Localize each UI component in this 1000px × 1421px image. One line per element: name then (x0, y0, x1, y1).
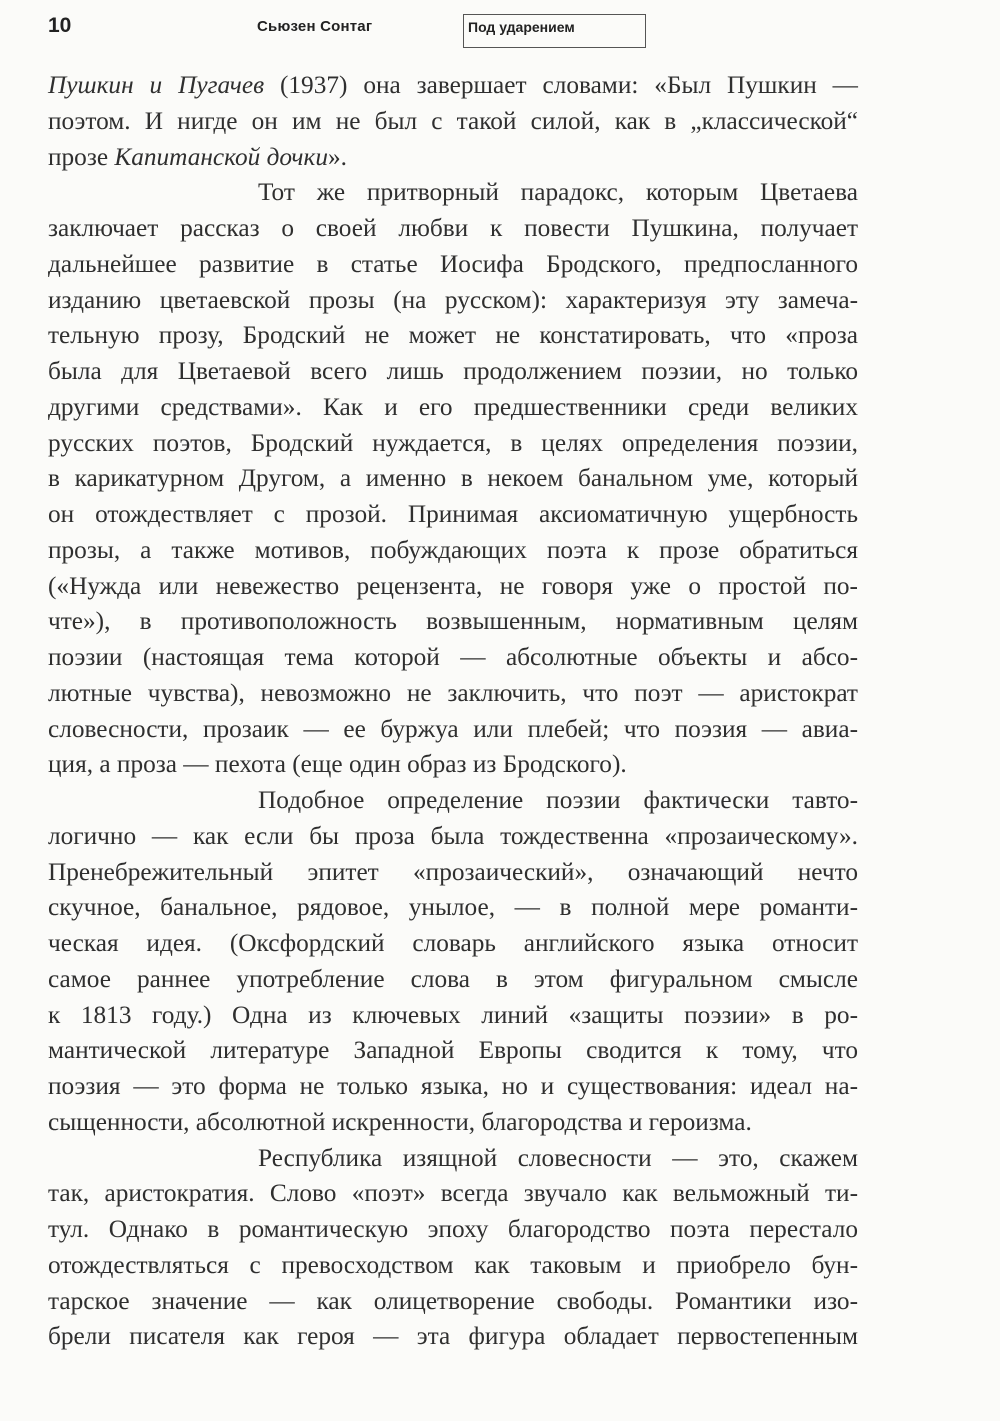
text-run: тарское значение — как олицетворение свободы. Романтики изо- (48, 1286, 858, 1315)
text-line (48, 783, 858, 819)
running-head (48, 12, 948, 52)
running-head-section-box (463, 14, 646, 48)
text-run: мантической литературе Западной Европы сводится к тому, что (48, 1036, 858, 1065)
text-run: самое раннее употребление слова в этом фигуральном смысле (48, 964, 858, 993)
text-line (48, 140, 858, 176)
text-line (48, 855, 858, 891)
text-run: дальнейшее развитие в статье Иосифа Бродского, предпосланного (48, 249, 858, 278)
text-run: ция, а проза — пехота (еще один образ из Бродского). (48, 750, 627, 779)
text-line (48, 712, 858, 748)
text-line (48, 1176, 858, 1212)
text-line (48, 318, 858, 354)
text-run: так, аристократия. Слово «поэт» всегда звучало как вельможный ти- (48, 1179, 858, 1208)
text-line (48, 962, 858, 998)
text-run: другими средствами». Как и его предшественники среди великих (48, 392, 858, 421)
text-line (48, 1319, 858, 1355)
text-run: он отождествляет с прозой. Принимая аксиоматичную ущербность (48, 500, 858, 528)
text-line (48, 497, 858, 533)
text-line (48, 1212, 858, 1248)
text-run: русских поэтов, Бродский нуждается, в целях определения поэзии, (48, 428, 858, 457)
text-run: Подобное определение поэзии фактически тавто- (258, 786, 858, 814)
text-run: изданию цветаевской прозы (на русском): характеризуя эту замеча- (48, 285, 858, 314)
text-line (48, 1248, 858, 1284)
text-line (48, 604, 858, 640)
body-text (48, 68, 858, 1355)
text-line (48, 676, 858, 712)
text-run: Пренебрежительный эпитет «прозаический», означающий нечто (48, 857, 858, 886)
text-line (48, 819, 858, 855)
text-run: Тот же притворный парадокс, которым Цветаева (258, 178, 858, 207)
text-line (48, 68, 858, 104)
text-run: («Нужда или невежество рецензента, не говоря уже о простой по- (48, 571, 858, 600)
italic-title-run: Капитанской дочки (114, 142, 328, 171)
text-line (48, 569, 858, 605)
page-number: 10 (48, 14, 72, 37)
text-line (48, 104, 858, 140)
text-line (48, 998, 858, 1034)
text-line (48, 1141, 858, 1177)
text-run: логично — как если бы проза была тождественна «прозаическому». (48, 821, 858, 850)
text-run: поэзии (настоящая тема которой — абсолютные объекты и абсо- (48, 643, 858, 671)
text-line (48, 640, 858, 676)
text-run: поэзия — это форма не только языка, но и существования: идеал на- (48, 1072, 858, 1100)
text-run: прозе (48, 142, 115, 171)
text-run: скучное, банальное, рядовое, унылое, — в полной мере романти- (48, 893, 858, 922)
text-run: сыщенности, абсолютной искренности, благородства и героизма. (48, 1107, 752, 1136)
text-line (48, 390, 858, 426)
text-run: ». (327, 142, 347, 171)
text-line (48, 175, 858, 211)
text-run: ческая идея. (Оксфордский словарь английского языка относит (48, 929, 858, 957)
text-line (48, 247, 858, 283)
text-line (48, 1284, 858, 1320)
running-head-author: Сьюзен Сонтаг (257, 18, 373, 35)
text-run: поэтом. И нигде он им не был с такой силой, как в „классической“ (48, 106, 858, 135)
running-head-section: Под ударением (468, 19, 575, 35)
text-line (48, 461, 858, 497)
text-run: в карикатурном Другом, а именно в некоем банальном уме, который (48, 464, 858, 493)
text-run: чте»), в противоположность возвышенным, нормативным целям (48, 607, 858, 636)
text-run: словесности, прозаик — ее буржуа или плебей; что поэзия — авиа- (48, 714, 858, 743)
text-line (48, 283, 858, 319)
text-run: тельную прозу, Бродский не может не констатировать, что «проза (48, 321, 858, 350)
text-run: лютные чувства), невозможно не заключить, что поэт — аристократ (48, 678, 858, 707)
text-line (48, 211, 858, 247)
text-run: заключает рассказ о своей любви к повести Пушкина, получает (48, 214, 858, 242)
text-line (48, 533, 858, 569)
text-line (48, 1069, 858, 1105)
text-run: (1937) она завершает словами: «Был Пушкин — (264, 71, 858, 99)
text-run: к 1813 году.) Одна из ключевых линий «защиты поэзии» в ро- (48, 1000, 858, 1029)
text-line (48, 354, 858, 390)
text-line (48, 747, 858, 783)
text-line (48, 1033, 858, 1069)
text-line (48, 890, 858, 926)
text-run: брели писателя как героя — эта фигура обладает первостепенным (48, 1322, 858, 1351)
text-run: прозы, а также мотивов, побуждающих поэта к прозе обратиться (48, 535, 858, 564)
text-run: Республика изящной словесности — это, скажем (258, 1143, 858, 1172)
text-line (48, 1105, 858, 1141)
text-run: отождествляться с превосходством как таковым и приобрело бун- (48, 1250, 858, 1279)
text-run: тул. Однако в романтическую эпоху благородство поэта перестало (48, 1215, 858, 1243)
italic-title-run: Пушкин и Пугачев (48, 71, 265, 99)
text-line (48, 426, 858, 462)
text-run: была для Цветаевой всего лишь продолжением поэзии, но только (48, 357, 858, 385)
text-line (48, 926, 858, 962)
